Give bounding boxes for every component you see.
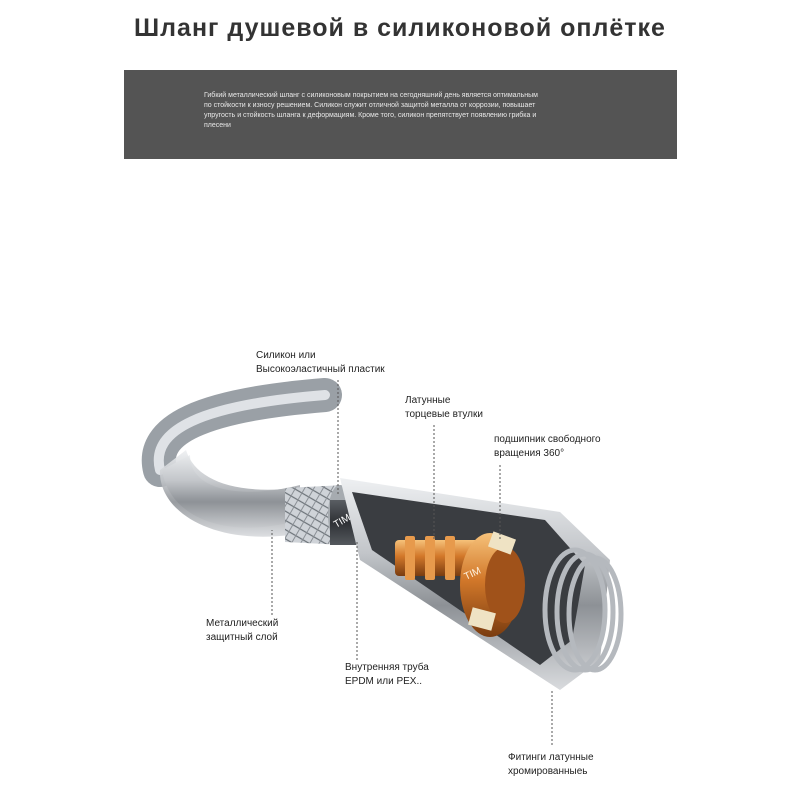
label-inner-pipe: Внутренняя труба EPDM или PEX..: [345, 662, 429, 687]
description-line: плесени: [204, 122, 231, 129]
page-title: Шланг душевой в силиконовой оплётке: [134, 14, 666, 42]
description-line: Гибкий металлический шланг с силиконовым покрытием на сегодняшний день является оптимальным: [204, 92, 538, 99]
label-fittings: Фитинги латунные хромированныеь: [508, 752, 594, 777]
description-line: упругость и стойкость шланга к деформациям. Кроме того, силикон препятствует появлению грибка и: [204, 112, 537, 119]
brand-mark: TIM: [462, 565, 483, 583]
label-metal-layer: Металлический защитный слой: [206, 618, 279, 643]
description-line: по стойкости к износу решением. Силикон служит отличной защитой металла от коррозии, повышает: [204, 102, 536, 109]
label-bearing: подшипник свободного вращения 360°: [494, 434, 601, 459]
brand-mark: TIM: [332, 512, 353, 531]
label-brass-sleeves: Латунные торцевые втулки: [405, 395, 483, 420]
label-silicone: Силикон или Высокоэластичный пластик: [256, 350, 385, 375]
